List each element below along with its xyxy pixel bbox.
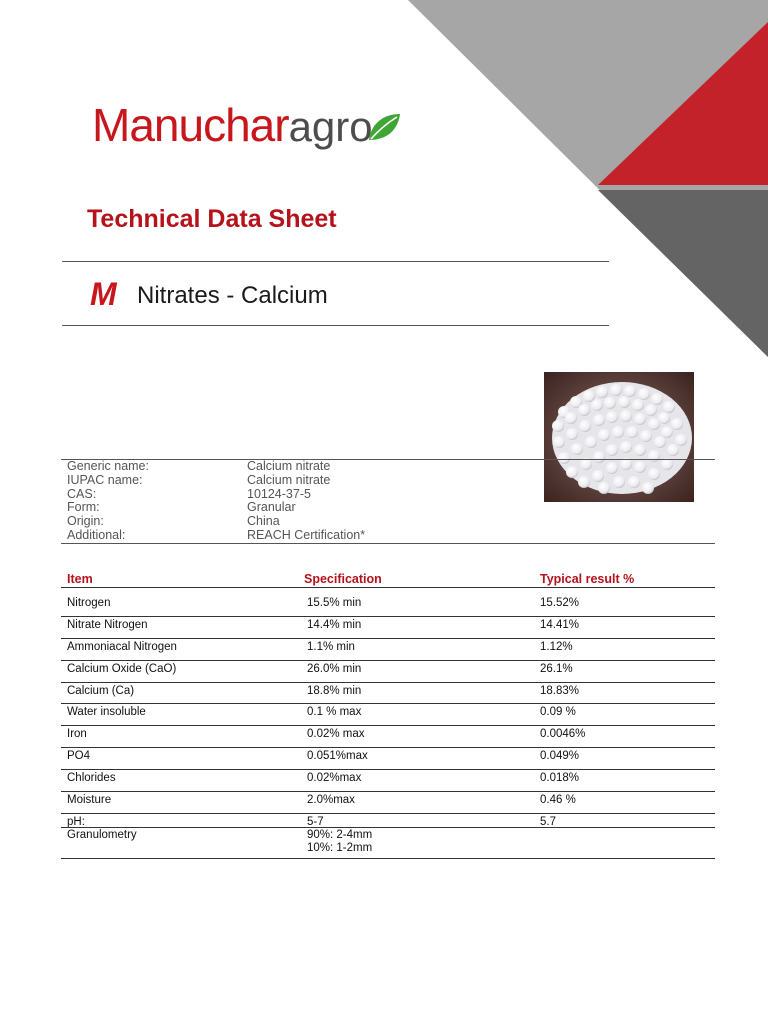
table-row (61, 617, 715, 639)
cell-item: Calcium (Ca) (67, 684, 135, 697)
info-label: Origin: (67, 514, 104, 529)
cell-typical: 5.7 (540, 815, 556, 828)
cell-specification-line1: 90%: 2-4mm (307, 828, 373, 841)
logo-suffix-text: agro (288, 103, 373, 150)
cell-item: Nitrate Nitrogen (67, 618, 148, 631)
cell-specification: 5-7 (307, 815, 324, 828)
header-specification: Specification (304, 572, 382, 586)
spec-header-divider (61, 587, 715, 588)
table-row (61, 639, 715, 661)
cell-specification: 0.02% max (307, 728, 365, 741)
specification-table (61, 595, 715, 859)
cell-specification: 15.5% min (307, 597, 362, 609)
product-divider (62, 325, 609, 326)
cell-typical: 1.12% (540, 640, 573, 653)
table-row (61, 704, 715, 726)
info-row (67, 488, 365, 502)
info-label: Form: (67, 500, 100, 515)
cell-typical: 0.018% (540, 772, 580, 785)
info-value: Calcium nitrate (247, 459, 331, 473)
table-row (61, 661, 715, 683)
cell-item: Ammoniacal Nitrogen (67, 640, 177, 653)
cell-typical: 18.83% (540, 684, 580, 697)
table-row (61, 814, 715, 827)
info-value: 10124-37-5 (247, 486, 311, 501)
info-label: IUPAC name: (67, 472, 143, 487)
cell-specification: 0.02%max (307, 772, 362, 785)
table-row (61, 595, 715, 617)
info-value: Granular (247, 500, 296, 515)
table-row (61, 827, 715, 859)
info-row (67, 474, 365, 488)
table-row (61, 726, 715, 748)
cell-item: pH: (67, 815, 85, 828)
cell-typical: 0.09 % (540, 706, 576, 719)
cell-specification: 26.0% min (307, 662, 362, 675)
table-row (61, 792, 715, 814)
cell-specification: 18.8% min (307, 684, 362, 697)
cell-item: Moisture (67, 794, 112, 807)
cell-typical: 26.1% (540, 662, 573, 675)
info-value: Calcium nitrate (247, 472, 331, 487)
cell-typical: 0.0046% (540, 728, 586, 741)
cell-item: Chlorides (67, 772, 116, 785)
cell-item: Water insoluble (67, 706, 146, 719)
info-label: CAS: (67, 486, 97, 501)
logo-main-text: Manuchar (92, 99, 289, 151)
general-info (67, 460, 365, 543)
brand-logo (92, 99, 401, 151)
cell-item: Granulometry (67, 828, 137, 841)
cell-specification: 2.0%max (307, 794, 355, 807)
info-value: China (247, 514, 280, 529)
cell-specification-line2: 10%: 1-2mm (307, 841, 373, 854)
cell-item: PO4 (67, 750, 91, 763)
info-bottom-divider (61, 543, 715, 544)
header-typical-result: Typical result % (540, 572, 635, 586)
document-title: Technical Data Sheet (87, 205, 337, 233)
cell-typical: 0.049% (540, 750, 580, 763)
header-item: Item (67, 572, 93, 586)
cell-typical: 0.46 % (540, 794, 576, 807)
table-row (61, 770, 715, 792)
info-label: Additional: (67, 527, 126, 542)
info-row (67, 529, 365, 543)
info-label: Generic name: (67, 459, 149, 473)
product-mark: M (90, 276, 117, 312)
cell-item: Nitrogen (67, 597, 111, 609)
product-photo (544, 372, 694, 502)
info-row (67, 501, 365, 515)
table-row (61, 683, 715, 705)
cell-typical: 14.41% (540, 618, 580, 631)
cell-typical: 15.52% (540, 597, 580, 609)
cell-specification: 0.1 % max (307, 706, 362, 719)
info-row (67, 515, 365, 529)
cell-specification: 14.4% min (307, 618, 362, 631)
info-row (67, 460, 365, 474)
cell-specification: 1.1% min (307, 640, 355, 653)
cell-item: Calcium Oxide (CaO) (67, 662, 177, 675)
title-divider (62, 261, 609, 262)
table-row (61, 748, 715, 770)
cell-specification: 0.051%max (307, 750, 368, 763)
product-name: Nitrates - Calcium (137, 282, 328, 309)
info-value: REACH Certification* (247, 527, 366, 542)
cell-item: Iron (67, 728, 87, 741)
leaf-icon (367, 112, 401, 142)
